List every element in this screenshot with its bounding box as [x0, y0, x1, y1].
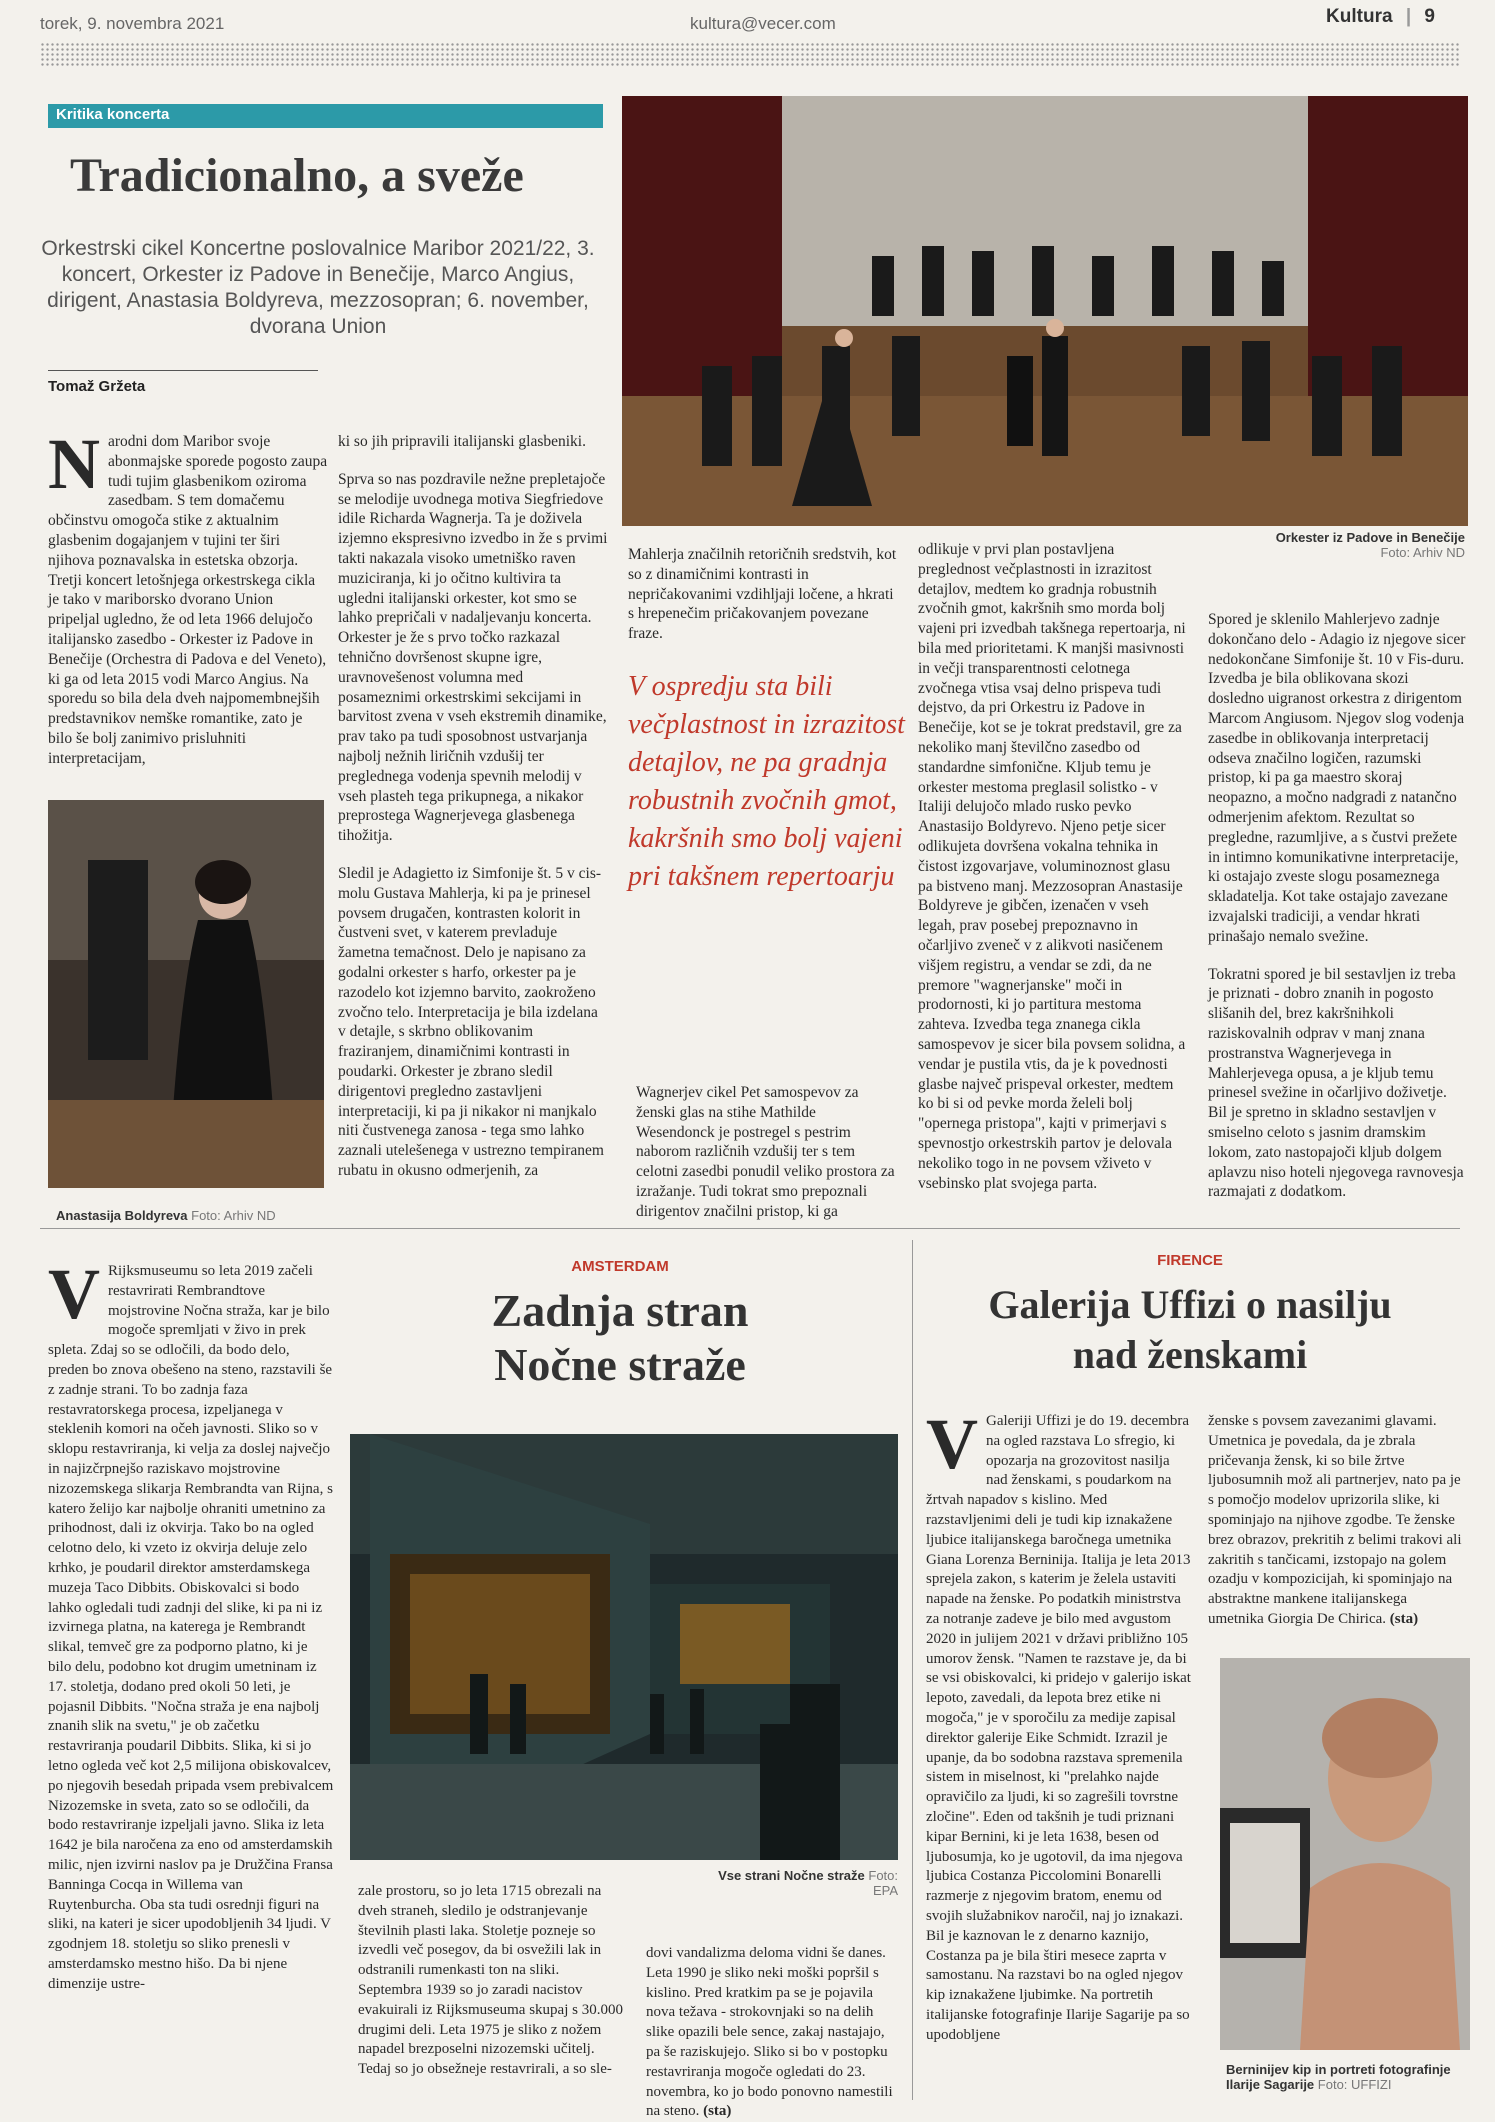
article-title: Tradicionalno, a sveže	[70, 149, 524, 202]
night-watch-caption-text: Vse strani Nočne straže	[718, 1868, 865, 1883]
article1-col4-text: odlikuje v prvi plan postavljena preglednost večplastnosti in izrazitost detajlov, medtem ko gradnja robustnih zvočnih gmot, kakršnih smo morda bolj vajeni pri izvedbah takšnega repertoarja, ni bila med prioritetami. K manjši masivnosti in večji transparentnosti celotnega zvočnega vtisa vsaj delno prispeva tudi dejstvo, da pri Orkestru iz Padove in Benečije, kot se je tokrat predstavil, gre za nekoliko manj številčno zasedbo od standardne simfonične. Kljub temu je orkester mestoma preglasil solistko - v Italiji delujočo mlado rusko pevko Anastasijo Boldyrevo. Njeno petje sicer odlikujeta dovršena vokalna tehnika in čistost izgovarjave, voluminoznost glasu pa bistveno manj. Mezzosopran Anastasije Boldyreve je gibčen, izenačen v vseh legah, prav posebej prepoznavno in očarljivo zveneč v z alikvoti nasičenem višjem registru, a vendar se zdi, da ne premore "wagnerjanske" moči in prodornosti, ki jo partitura mestoma zahteva. Izvedba tega znanega cikla samospevov je sicer bila povsem solidna, a vendar je pustila vtis, da je k povednosti glasbe največ prispeval orkester, medtem ko bi si od pevke morda želeli bolj "opernega pristopa", kajti v primerjavi s spevnostjo orkestrskih partov je delovala nekoliko togo in ne povsem vživeto v vsebinsko plat svojega parta.	[918, 541, 1186, 1192]
article2-signature: (sta)	[703, 2103, 732, 2120]
page-number: 9	[1424, 6, 1435, 27]
article2-col1-text: Rijksmuseumu so leta 2019 začeli restavrirati Rembrandtove mojstrovine Nočna straža, kar je bilo mogoče spremljati v živo in prek spleta. Zdaj so se odločili, da bodo delo, preden bo znova obešeno na steno, razstavili še z zadnje strani. To bo zadnja faza restavratorskega procesa, izpeljanega v steklenih komori na očeh javnosti. Sliko so v sklopu restavriranja, ki velja za doslej največjo in najizčrpnejšo raziskavo mojstrovine nizozemskega slikarja Rembrandta van Rijna, s katero želijo kar najbolje ohraniti umetnino za prihodnost, dali iz okvirja. Tako bo na ogled celotno delo, ki vzeto iz okvirja deluje zelo krhko, je poudaril direktor amsterdamskega muzeja Taco Dibbits. Obiskovalci si bodo lahko ogledali tudi zadnji del slike, ki pa ni iz izvirnega platna, na katerega je Rembrandt slikal, temveč gre za podporno platno, ki je bilo delu, podobno kot drugim umetninam iz 17. stoletja, dodano pred okoli 50 leti, je pojasnil Dibbits. "Nočna straža je ena najbolj znanih slik na svetu," je ob začetku restavriranja poudaril Dibbits. Slika, ki si jo letno ogleda več kot 2,5 milijona obiskovalcev, po njegovih besedah pripada vsem prebivalcem Nizozemske in sveta, zato so se odločili, da bodo restavriranje izpeljali javno. Slika iz leta 1642 je bila naročena za eno od amsterdamskih milic, njen izvirni naslov pa je Družčina Fransa Banninga Cocqa in Willema van Ruytenburcha. Oba sta tudi osrednji figuri na sliki, na kateri je sicer upodobljenih 34 ljudi. V zgodnjem 18. stoletju so sliko prenesli v amsterdamsko mestno hišo. Da bi njene dimenzije ustre-	[48, 1263, 334, 1992]
article1-col2-paragraph: Sprva so nas pozdravile nežne prepletajoče se melodije uvodnega motiva Siegfriedove idile Richarda Wagnerja. Ta je doživela izjemno ekspresivno izvedbo in že s prvimi takti nakazala visoko umetniško raven muziciranja, ki jo očitno kultivira ta ugledni italijanski orkester, kot smo se lahko prepričali v nadaljevanju koncerta. Orkester je že s prvo točko razkazal tehnično dovršenost skupne igre, uravnovešenost volumna med posameznimi orkestrskimi sekcijami in barvitost zvena v vseh ekstremih dinamike, prav tako pa tudi sposobnost ustvarjanja najbolj nežnih liričnih vzdušij ter preglednega vodenja spevnih melodij v vseh plasteh tega prikupnega, a nikakor preprostega Wagnerjevega glasbenega tihožitja.	[338, 470, 608, 845]
article1-column-5	[1208, 610, 1468, 1220]
singer-photo-caption-text: Anastasija Boldyreva	[56, 1208, 188, 1223]
article1-column-1	[48, 424, 328, 769]
bernini-credit: Foto: UFFIZI	[1317, 2077, 1392, 2092]
article1-col3-top: Mahlerja značilnih retoričnih sredstvih, kot so z dinamičnimi kontrasti in nepričakovanimi vzdihljaji ločene, a hkrati s hrepenečim pričakovanjem povezane fraze.	[628, 546, 897, 643]
article2-column-2	[358, 1882, 626, 2080]
article1-col2-paragraph: Sledil je Adagietto iz Simfonije št. 5 v cis-molu Gustava Mahlerja, ki pa je prinesel povsem drugačen, kontrasten kolorit in čustveni svet, v katerem prevladuje žametna temačnost. Delo je napisano za godalni orkester s harfo, orkester pa je razodelo kot izjemno barvito, zaokroženo zvočno telo. Interpretacija je bila izdelana v detajle, s skrbno oblikovanim fraziranjem, dinamičnimi kontrasti in poudarki. Orkester je zbrano sledil dirigentovi pregledno zastavljeni interpretaciji, ki pa ji nikakor ni manjkalo niti čustvenega zanosa - tega smo lahko zaznali utelešenega v ustrezno tempiranem rubatu in okusno odmerjenih, za	[338, 864, 604, 1179]
main-photo-caption-text: Orkester iz Padove in Benečije	[1275, 530, 1465, 545]
bernini-photo	[1220, 1658, 1470, 2050]
singer-photo	[48, 800, 324, 1188]
article1-col5-paragraph: Spored je sklenilo Mahlerjevo zadnje dokončano delo - Adagio iz njegove sicer nedokončane Simfonije št. 10 v Fis-duru. Izvedba je bila oblikovana skozi dosledno uigranost orkestra z dirigentom Marcom Angiusom. Njegov slog vodenja zasedbe in oblikovanja interpretacij odseva značilno logičen, razumski pristop, ki pa ga maestro skoraj neopazno, a močno nadgradi z natančno odmerjenim afektom. Rezultat so pregledne, razumljive, a s čustvi prežete in intimno komunikativne interpretacije, ki ostajajo zveste slogu posameznega skladatelja. Kot take ostajajo zavezane izvajalski tradiciji, a vendar hkrati prinašajo nemalo svežine.	[1208, 611, 1466, 945]
bernini-caption-text: Berninijev kip in portreti fotografinje Ilarije Sagarije	[1226, 2062, 1451, 2092]
section-name: Kultura	[1326, 6, 1393, 27]
article1-column-4	[918, 540, 1186, 1193]
section-divider	[40, 1228, 1460, 1229]
singer-photo-caption	[56, 1208, 326, 1223]
article-subtitle: Orkestrski cikel Koncertne poslovalnice Maribor 2021/22, 3. koncert, Orkester iz Padove in Benečije, Marco Angius, dirigent, Anastasia Boldyreva, mezzosopran; 6. november, dvorana Union	[41, 237, 595, 338]
main-photo-credit: Foto: Arhiv ND	[1380, 545, 1465, 560]
article-kicker: Kritika koncerta	[48, 104, 603, 128]
article3-location-label: FIRENCE	[1157, 1252, 1223, 1269]
article1-column-3	[628, 545, 898, 644]
article1-col5-paragraph: Tokratni spored je bil sestavljen iz treba je priznati - dobro znanih in pogosto slišanih del, brez kakršnihkoli raziskovalnih odprav v manj znana prostranstva Wagnerjevega in Mahlerjevega opusa, a je kljub temu prinesel svežine in očarljivo doživetje. Bil je spretno in skladno sestavljen v smiselno celoto s jasnim dramskim lokom, zato nastopajoči kljub dolgem aplavzu niso hoteli njegovega ravnovesja razmajati z dodatkom.	[1208, 965, 1464, 1201]
section-email[interactable]: kultura@vecer.com	[690, 14, 836, 33]
article-author: Tomaž Gržeta	[48, 378, 146, 395]
article3-column-2	[1208, 1412, 1466, 1630]
article2-column-1	[48, 1254, 334, 1994]
article3-title-line2: nad ženskami	[1072, 1332, 1308, 1377]
header-dotted-rule	[40, 42, 1460, 66]
article2-title-line1: Zadnja stran	[491, 1285, 749, 1336]
night-watch-photo-caption	[700, 1868, 898, 1898]
pull-quote: V ospredju sta bili večplastnost in izrazitost detajlov, ne pa gradnja robustnih zvočnih gmot, kakršnih smo bolj vajeni pri takšnem repertoarju	[628, 671, 905, 892]
article1-col2-paragraph: ki so jih pripravili italijanski glasbeniki.	[338, 433, 586, 450]
article2-title	[350, 1284, 890, 1392]
author-rule	[48, 370, 318, 371]
column-divider	[912, 1240, 913, 2100]
dropcap: N	[48, 424, 100, 504]
dropcap: V	[926, 1404, 978, 1484]
article3-signature: (sta)	[1389, 1610, 1419, 1627]
night-watch-credit: Foto: EPA	[868, 1868, 898, 1898]
article1-col1-text: arodni dom Maribor svoje abonmajske sporede pogosto zaupa tudi tujim glasbenikom oziroma zasedbam. S tem domačemu občinstvu omogoča stike z aktualnim glasbenim dogajanjem v tujini ter širi njihova poznavalska in estetska obzorja. Tretji koncert letošnjega orkestrskega cikla je tako v mariborsko dvorano Union pripeljal ugledno, že od leta 1966 delujočo italijansko zasedbo - Orkester iz Padove in Benečije (Orchestra di Padova e del Veneto), ki ga od leta 2015 vodi Marco Angius. Na sporedu so bila dela dveh najpomembnejših predstavnikov nemške romantike, zato je bilo še bolj zanimivo prisluhniti interpretacijam,	[48, 433, 328, 767]
bernini-photo-caption	[1226, 2062, 1474, 2092]
article3-col1-text: Galeriji Uffizi je do 19. decembra na ogled razstava Lo sfregio, ki opozarja na grozovitost nasilja nad ženskami, s poudarkom na žrtvah napadov s kislino. Med razstavljenimi deli je tudi kip iznakažene ljubice italijanskega baročnega umetnika Giana Lorenza Berninija. Italija je leta 2013 sprejela zakon, s katerim je želela ustaviti napade na ženske. Po podatkih ministrstva za notranje zadeve je bilo med avgustom 2020 in julijem 2021 v državi približno 105 umorov žensk. "Namen te razstave je, da bi se vsi obiskovalci, ki pridejo v galerijo iskat lepoto, zavedali, da lepota brez etike ni mogoča," je v sporočilu za medije zapisal direktor galerije Eike Schmidt. Izrazil je upanje, da bo sodobna razstava spremenila sistem in miselnost, ki "prelahko najde opravičilo za ljudi, ki so zagrešili tovrstne zločine". Eden od takšnih je tudi priznani kipar Bernini, ki je leta 1638, besen od ljubosumja, ko je ugotovil, da ima njegova ljubica Costanza Piccolomini Bonarelli razmerje z njegovim bratom, enemu od svojih služabnikov naročil, naj jo iznakazi. Bil je kaznovan le z denarno kaznijo, Costanza pa je bila štiri mesece zaprta v samostanu. Na razstavi bo na ogled njegov kip iznakažene ljubimke. Na portretih italijanske fotografinje Ilarije Sagarije pa so upodobljene	[926, 1413, 1191, 2043]
article1-column-2	[338, 432, 608, 1199]
article1-column-3-bottom	[636, 1083, 898, 1222]
article2-location-label: AMSTERDAM	[571, 1258, 669, 1275]
article3-col2-text: ženske s povsem zavezanimi glavami. Umetnica je povedala, da je zbrala pričevanja žensk, ki so bile žrtve ljubosumnih mož ali partnerjev, nato pa je s pomočjo modelov uprizorila slike, ki spominjajo na njihove zgodbe. Te ženske brez obrazov, prekritih z belimi trakovi ali zakritih s tančicami, izstopajo na golem ozadju v kompozicijah, ki spominjajo na abstraktne mankene italijanskega umetnika Giorgia De Chirica.	[1208, 1413, 1462, 1627]
article2-title-line2: Nočne straže	[494, 1339, 746, 1390]
article2-col2-text: zale prostoru, so jo leta 1715 obrezali na dveh straneh, sledilo je odstranjevanje številnih plasti laka. Stoletje pozneje so izvedli več posegov, da bi osvežili lak in odstranili rumenkasti ton na sliki. Septembra 1939 so jo zaradi nacistov evakuirali iz Rijksmuseuma skupaj s 30.000 drugimi deli. Leta 1975 je sliko z nožem napadel brezposelni nizozemski učitelj. Tedaj so jo obsežneje restavrirali, a so sle-	[358, 1883, 623, 2078]
orchestra-photo	[622, 96, 1468, 526]
main-photo-caption	[1165, 530, 1465, 560]
article2-column-3	[646, 1944, 902, 2122]
issue-date: torek, 9. novembra 2021	[40, 14, 225, 33]
night-watch-photo	[350, 1434, 898, 1860]
article1-col3-bottom: Wagnerjev cikel Pet samospevov za ženski glas na stihe Mathilde Wesendonck je postregel s pestrim naborom različnih vzdušij ter s tem celotni zasedbi ponudil veliko prostora za izražanje. Tudi tokrat smo prepoznali dirigentov značilni pristop, ki ga	[636, 1084, 895, 1220]
article3-title	[920, 1280, 1460, 1380]
article3-title-line1: Galerija Uffizi o nasilju	[988, 1282, 1392, 1327]
dropcap: V	[48, 1254, 100, 1334]
article2-col3-text: dovi vandalizma deloma vidni še danes. Leta 1990 je sliko neki moški popršil s kislino. Pred kratkim pa se je pojavila nova težava - strokovnjaki so na delih slike opazili bele sence, zakaj nastajajo, pa še raziskujejo. Sliko si bo v postopku restavriranja mogoče ogledati do 23. novembra, ko jo bodo ponovno namestili na steno.	[646, 1945, 893, 2120]
section-label: Kultura | 9	[1326, 6, 1435, 27]
article3-column-1	[926, 1404, 1192, 2046]
singer-photo-credit: Foto: Arhiv ND	[191, 1208, 276, 1223]
